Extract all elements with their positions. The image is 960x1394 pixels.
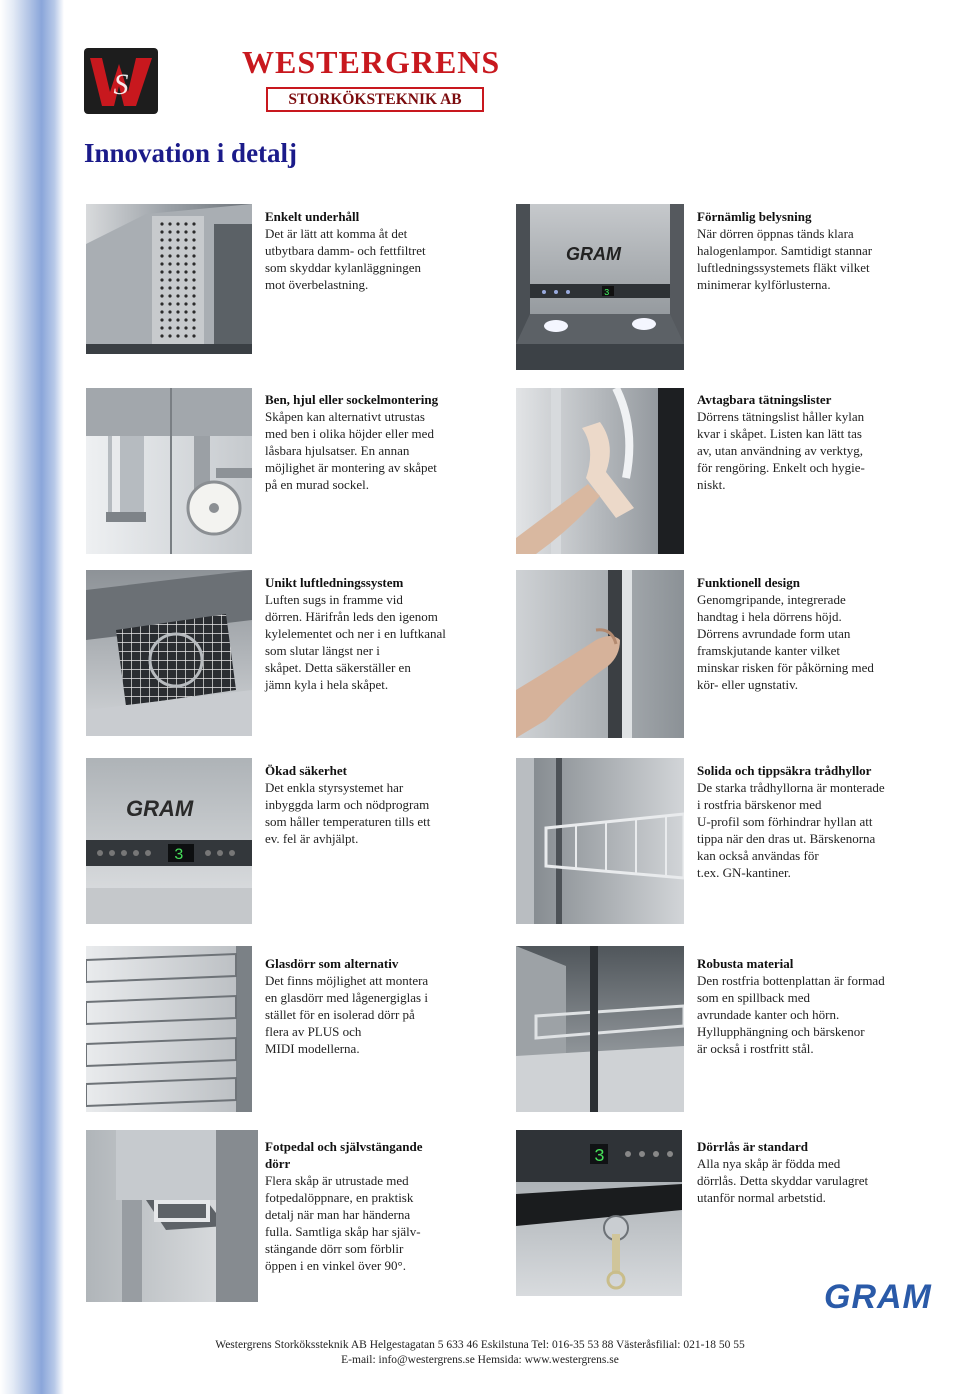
feature-body: Alla nya skåp är födda med dörrlås. Detta skyddar varulagret utanför normal arbetstid. <box>697 1156 869 1205</box>
feature-body: Den rostfria bottenplattan är formad som en spillback med avrundade kanter och hörn. Hyllupphängning och bärskenor är också i rostfritt stål. <box>697 973 885 1056</box>
gram-logo-text: GRAM <box>824 1278 932 1316</box>
footer-address: Westergrens Storkökssteknik AB Helgestagatan 5 633 46 Eskilstuna Tel: 016-35 53 88 Västeråsfilial: 021-18 50 55 <box>215 1339 745 1351</box>
footer-contact: E-mail: info@westergrens.se Hemsida: www.westergrens.se <box>341 1354 619 1366</box>
feature-heading: Enkelt underhåll <box>265 209 360 224</box>
photo-door-lock <box>516 1130 682 1296</box>
feature-text-tatningslister <box>697 391 927 493</box>
feature-heading: Robusta material <box>697 956 794 971</box>
feature-text-okad-sakerhet <box>265 762 495 847</box>
photo-door-handle <box>516 570 684 738</box>
photo-ventilated-panel <box>86 204 252 354</box>
feature-heading: Unikt luftledningssystem <box>265 575 404 590</box>
feature-heading: Dörrlås är standard <box>697 1139 808 1154</box>
svg-text:3: 3 <box>604 288 610 298</box>
photo-control-panel-lights <box>516 204 684 370</box>
feature-text-robusta-material <box>697 955 927 1057</box>
photo-legs-wheels <box>86 388 252 554</box>
ws-monogram-icon <box>84 48 158 114</box>
gram-text: GRAM <box>126 796 194 821</box>
feature-text-ben-hjul <box>265 391 480 493</box>
feature-text-enkelt-underhall <box>265 208 480 293</box>
gram-logo <box>820 1276 956 1316</box>
page-title: Innovation i detalj <box>84 138 298 168</box>
photo-gram-control <box>86 758 252 924</box>
feature-body: Luften sugs in framme vid dörren. Härifrån leds den igenom kylelementet och ner i en luftkanal som slutar längst ner i skåpet. Detta säkerställer en jämn kyla i hela skåpet. <box>265 592 446 692</box>
feature-body: Dörrens tätningslist håller kylan kvar i skåpet. Listen kan lätt tas av, utan användning av verktyg, för rengöring. Enkelt och hygie- niskt. <box>697 409 865 492</box>
feature-body: När dörren öppnas tänds klara halogenlampor. Samtidigt stannar luftledningssystemets fläkt vilket minimerar kylförlusterna. <box>697 226 873 292</box>
feature-body: Skåpen kan alternativt utrustas med ben i olika höjder eller med låsbara hjulsatser. En annan möjlighet är montering av skåpet på en murad sockel. <box>265 409 437 492</box>
feature-body: Det är lätt att komma åt det utbytbara damm- och fettfiltret som skyddar kylanläggningen mot överbelastning. <box>265 226 426 292</box>
logo-name: WESTERGRENS <box>242 44 501 80</box>
feature-body: Det enkla styrsystemet har inbyggda larm och nödprogram som håller temperaturen tills ett ev. fel är avhjälpt. <box>265 780 431 846</box>
feature-text-fornamlig-belysning <box>697 208 927 293</box>
feature-heading: Förnämlig belysning <box>697 209 812 224</box>
photo-door-seal <box>516 388 684 554</box>
display-digit: 3 <box>594 1147 605 1167</box>
feature-text-luftledningssystem <box>265 574 495 693</box>
photo-foot-pedal <box>86 1130 258 1302</box>
feature-text-glasdorr <box>265 955 495 1057</box>
photo-interior-corner <box>516 946 684 1112</box>
feature-text-tradhyllor <box>697 762 927 881</box>
feature-text-fotpedal <box>265 1138 495 1274</box>
feature-heading: Funktionell design <box>697 575 800 590</box>
feature-body: Flera skåp är utrustade med fotpedalöppnare, en praktisk detalj när man har händerna fulla. Samtliga skåp har själv- stängande dörr som förblir öppen i en vinkel över 90°. <box>265 1173 421 1273</box>
feature-heading: Glasdörr som alternativ <box>265 956 399 971</box>
feature-text-funktionell-design <box>697 574 927 693</box>
feature-heading: Fotpedal och självstängande dörr <box>265 1139 423 1171</box>
feature-body: De starka trådhyllorna är monterade i rostfria bärskenor med U-profil som förhindrar hyllan att tippa när den dras ut. Bärskenorna kan också användas för t.ex. GN-kantiner. <box>697 780 885 880</box>
feature-body: Det finns möjlighet att montera en glasdörr med lågenergiglas i stället för en isolerad dörr på flera av PLUS och MIDI modellerna. <box>265 973 429 1056</box>
photo-fan-unit <box>86 570 252 736</box>
photo-wire-shelf <box>516 758 684 924</box>
feature-heading: Avtagbara tätningslister <box>697 392 832 407</box>
feature-heading: Ben, hjul eller sockelmontering <box>265 392 439 407</box>
feature-text-dorrlas <box>697 1138 927 1206</box>
display-digit: 3 <box>174 846 184 864</box>
side-stripe <box>0 0 64 1394</box>
svg-text:S: S <box>113 68 129 101</box>
feature-body: Genomgripande, integrerade handtag i hela dörrens höjd. Dörrens avrundade form utan framskjutande kanter vilket minskar risken för påkörning med kör- eller ugnstativ. <box>697 592 874 692</box>
feature-heading: Solida och tippsäkra trådhyllor <box>697 763 872 778</box>
feature-heading: Ökad säkerhet <box>265 763 347 778</box>
footer <box>0 1338 960 1368</box>
logo-subtitle: STORKÖKSTEKNIK AB <box>266 87 484 112</box>
gram-text: GRAM <box>566 244 621 264</box>
westergrens-logo <box>84 44 501 116</box>
photo-glass-door-shelves <box>86 946 252 1112</box>
